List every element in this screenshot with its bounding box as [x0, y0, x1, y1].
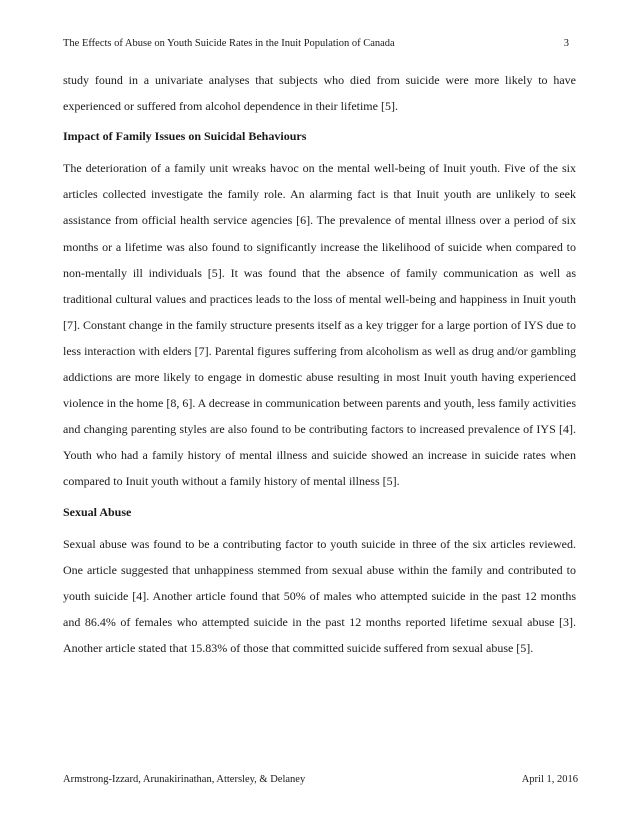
section-heading-sexual-abuse: Sexual Abuse: [63, 504, 132, 519]
footer-date: April 1, 2016: [521, 774, 578, 785]
sexual-abuse-paragraph: Sexual abuse was found to be a contributing factor to youth suicide in three of the six articles reviewed. One article suggested that unhappiness stemmed from sexual abuse within the family and contributed to youth suicide [4]. Another article found that 50% of males who attempted suicide in the past 12 months and 86.4% of females who attempted suicide in the past 12 months reported lifetime sexual abuse [3]. Another article stated that 15.83% of those that committed suicide suffered from sexual abuse [5].: [63, 536, 576, 655]
continuation-paragraph: study found in a univariate analyses that subjects who died from suicide were more likely to have experienced or suffered from alcohol dependence in their lifetime [5].: [63, 73, 576, 114]
section-heading-family-issues: Impact of Family Issues on Suicidal Behaviours: [63, 129, 307, 144]
running-footer: [63, 773, 578, 787]
page-number: 3: [563, 38, 569, 49]
footer-authors: Armstrong-Izzard, Arunakirinathan, Attersley, & Delaney: [63, 774, 306, 785]
family-issues-paragraph: The deterioration of a family unit wreaks havoc on the mental well-being of Inuit youth. Five of the six articles collected investigate the family role. An alarming fact is that Inuit youth are unlikely to seek assistance from official health service agencies [6]. The prevalence of mental illness over a period of six months or a lifetime was also found to significantly increase the likelihood of suicide when compared to non-mentally ill individuals [5]. It was found that the absence of family communication as well as traditional cultural values and practices leads to the loss of mental well-being and happiness in Inuit youth [7]. Constant change in the family structure presents itself as a key trigger for a large portion of IYS due to less interaction with elders [7]. Parental figures suffering from alcoholism as well as drug and/or gambling addictions are more likely to engage in domestic abuse resulting in most Inuit youth having experienced violence in the home [8, 6]. A decrease in communication between parents and youth, less family activities and changing parenting styles are also found to be contributing factors to increased prevalence of IYS [4]. Youth who had a family history of mental illness and suicide showed an increase in suicide rates when compared to Inuit youth without a family history of mental illness [5].: [63, 161, 576, 489]
running-header: [63, 37, 569, 51]
header-title: The Effects of Abuse on Youth Suicide Rates in the Inuit Population of Canada: [63, 38, 395, 49]
document-body: [63, 67, 576, 661]
